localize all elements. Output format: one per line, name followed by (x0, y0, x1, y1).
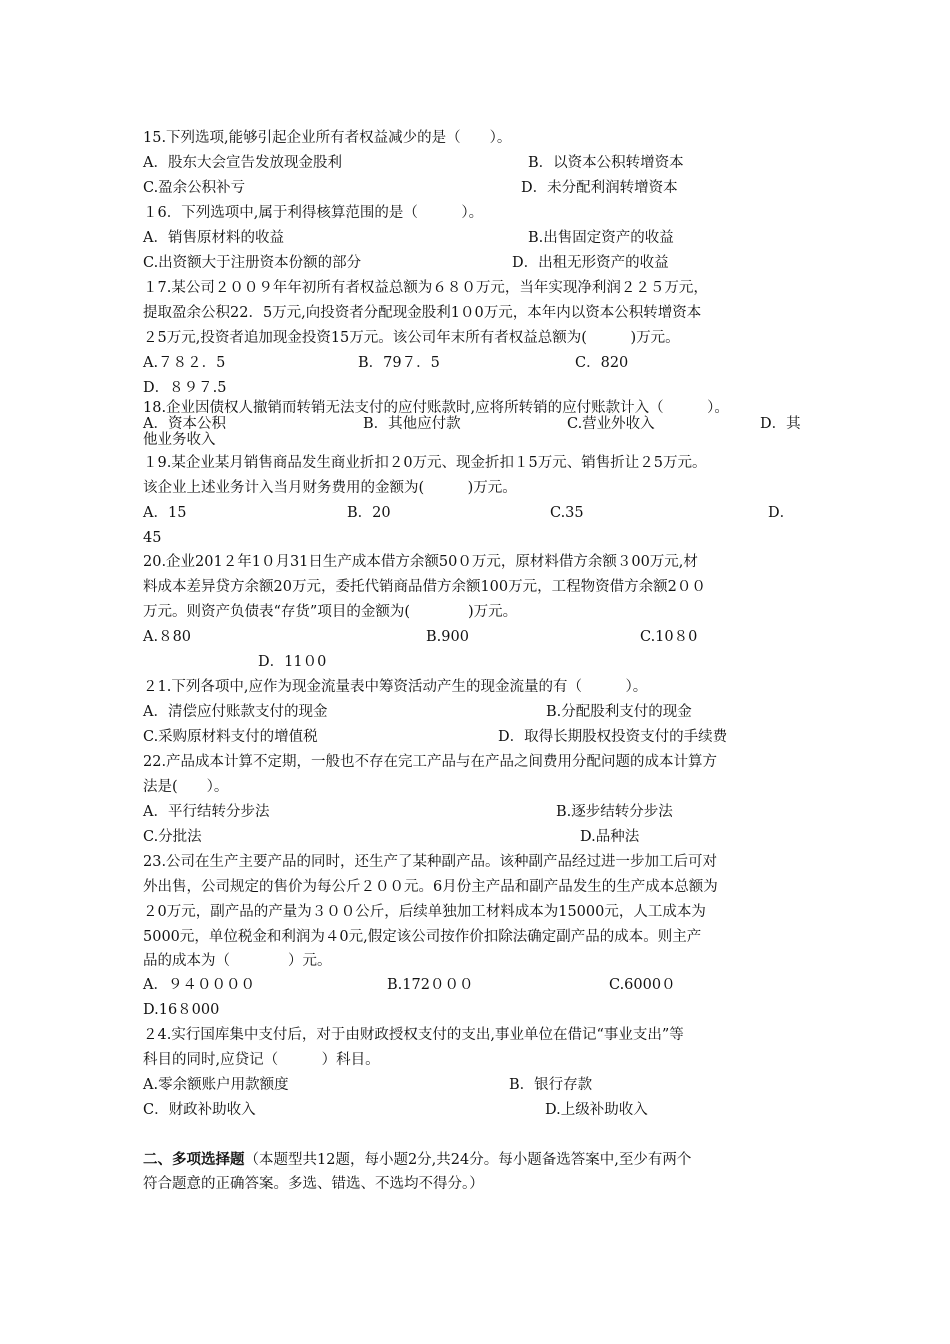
q20-option-d: D．11０0 (258, 654, 327, 670)
q22-option-a: A．平行结转分步法 (143, 804, 270, 820)
q17-option-d: D．８９７.5 (143, 380, 227, 396)
q23-stem-line1: 23.公司在生产主要产品的同时，还生产了某种副产品。该种副产品经过进一步加工后可对 (143, 854, 718, 870)
q16-option-a: A．销售原材料的收益 (143, 230, 284, 246)
q17-stem-line2: 提取盈余公积22．5万元,向投资者分配现金股利1０0万元，本年内以资本公积转增资本 (143, 305, 702, 321)
q15-option-a: A．股东大会宣告发放现金股利 (143, 155, 342, 171)
q22-option-d: D.品种法 (580, 829, 640, 845)
q24-stem-line1: ２4.实行国库集中支付后，对于由财政授权支付的支出,事业单位在借记“事业支出”等 (143, 1027, 684, 1043)
q23-option-a: A．９４００００ (143, 977, 255, 993)
q21-option-d: D．取得长期股权投资支付的手续费 (498, 729, 728, 745)
q19-option-c: C.35 (550, 505, 584, 521)
q21-option-b: B.分配股利支付的现金 (546, 704, 692, 720)
q20-option-c: C.10８0 (640, 629, 698, 645)
q17-option-b: B．79７．5 (358, 355, 440, 371)
q18-option-d-start: D．其 (760, 416, 801, 432)
q17-stem-line3: ２5万元,投资者追加现金投资15万元。该公司年末所有者权益总额为( )万元。 (143, 330, 680, 346)
q17-stem-line1: １7.某公司２００９年年初所有者权益总额为６８０万元，当年实现净利润２２５万元， (143, 280, 708, 296)
q16-option-d: D．出租无形资产的收益 (512, 255, 669, 271)
q16-option-b: B.出售固定资产的收益 (528, 230, 674, 246)
section-2-title: 二、多项选择题 (143, 1151, 245, 1168)
section-2-instructions: （本题型共12题，每小题2分,共24分。每小题备选答案中,至少有两个 (244, 1152, 692, 1168)
q18-option-d-end: 他业务收入 (143, 432, 216, 448)
q22-stem-line2: 法是( ）。 (143, 779, 229, 795)
q24-option-a: A.零余额账户用款额度 (143, 1077, 289, 1093)
q23-stem-line2: 外出售，公司规定的售价为每公斤２００元。6月份主产品和副产品发生的生产成本总额为 (143, 879, 718, 895)
q19-stem-line1: １9.某企业某月销售商品发生商业折扣２0万元、现金折扣１5万元、销售折让２5万元。 (143, 455, 707, 471)
q20-stem-line1: 20.企业201２年1０月31日生产成本借方余额50０万元，原材料借方余额３00万元,材 (143, 554, 698, 570)
q21-option-c: C.采购原材料支付的增值税 (143, 729, 318, 745)
q20-option-a: A.８80 (143, 629, 192, 645)
q22-option-b: B.逐步结转分步法 (556, 804, 673, 820)
q23-option-d: D.16８000 (143, 1002, 220, 1018)
q18-option-b: B．其他应付款 (363, 416, 461, 432)
q22-stem-line1: 22.产品成本计算不定期，一般也不存在完工产品与在产品之间费用分配问题的成本计算方 (143, 754, 718, 770)
q23-option-b: B.172０００ (387, 977, 474, 993)
q22-option-c: C.分批法 (143, 829, 202, 845)
q24-option-d: D.上级补助收入 (545, 1102, 648, 1118)
q17-option-c: C．820 (575, 355, 629, 371)
q23-stem-line4: 5000元，单位税金和利润为４0元,假定该公司按作价扣除法确定副产品的成本。则主产 (143, 929, 702, 945)
q19-stem-line2: 该企业上述业务计入当月财务费用的金额为( )万元。 (143, 480, 517, 496)
q18-option-a: A．资本公积 (143, 416, 226, 432)
q20-stem-line3: 万元。则资产负债表“存货”项目的金额为( )万元。 (143, 604, 518, 620)
q21-option-a: A．清偿应付账款支付的现金 (143, 704, 328, 720)
q20-option-b: B.900 (426, 629, 469, 645)
q15-option-c: C.盈余公积补亏 (143, 180, 246, 196)
q18-stem: 18.企业因债权人撤销而转销无法支付的应付账款时,应将所转销的应付账款计入（ ）。 (143, 400, 729, 416)
section-2-heading-line1 (143, 1150, 691, 1170)
q19-option-b: B．20 (347, 505, 391, 521)
q24-stem-line2: 科目的同时,应贷记（ ）科目。 (143, 1052, 380, 1068)
q15-stem: 15.下列选项,能够引起企业所有者权益减少的是（ ）。 (143, 130, 512, 146)
q15-option-d: D．未分配利润转增资本 (521, 180, 678, 196)
q16-stem: １6．下列选项中,属于利得核算范围的是（ ）。 (143, 205, 484, 221)
q19-option-a: A．15 (143, 505, 187, 521)
q23-option-c: C.6000０ (609, 977, 676, 993)
q23-stem-line5: 品的成本为（ ）元。 (143, 953, 332, 969)
q18-option-c: C.营业外收入 (567, 416, 655, 432)
q24-option-b: B．银行存款 (509, 1077, 593, 1093)
section-2-heading-line2: 符合题意的正确答案。多选、错选、不选均不得分。） (143, 1176, 484, 1192)
q23-stem-line3: ２0万元，副产品的产量为３００公斤，后续单独加工材料成本为15000元，人工成本为 (143, 904, 706, 920)
q24-option-c: C．财政补助收入 (143, 1102, 256, 1118)
q17-option-a: A.７８２．5 (143, 355, 226, 371)
q19-option-d-label: D． (768, 505, 795, 521)
q19-option-d-value: 45 (143, 530, 162, 546)
q16-option-c: C.出资额大于注册资本份额的部分 (143, 255, 362, 271)
q21-stem: ２1.下列各项中,应作为现金流量表中筹资活动产生的现金流量的有（ ）。 (143, 679, 648, 695)
q15-option-b: B．以资本公积转增资本 (528, 155, 684, 171)
q20-stem-line2: 料成本差异贷方余额20万元，委托代销商品借方余额100万元，工程物资借方余额2００ (143, 579, 706, 595)
